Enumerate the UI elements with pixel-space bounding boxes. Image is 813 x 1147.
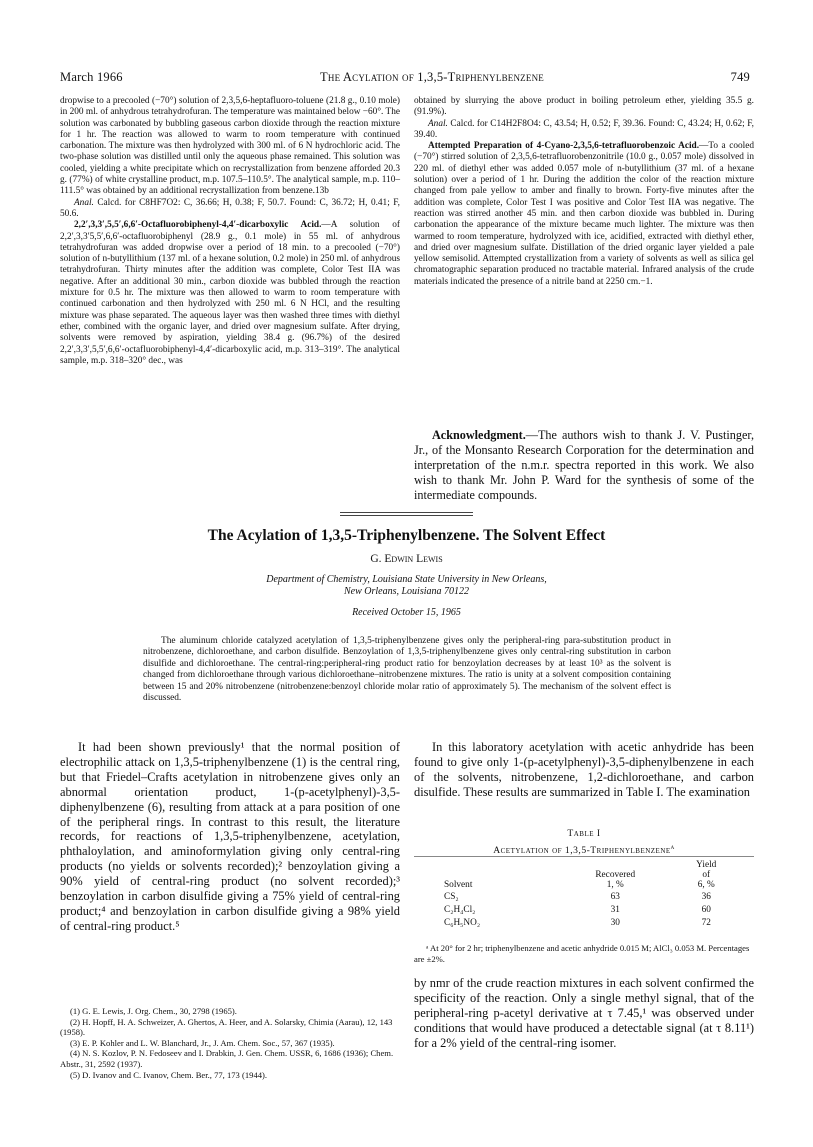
section-heading: Attempted Preparation of 4-Cyano-2,3,5,6-tetrafluorobenzoic Acid.	[428, 141, 700, 152]
acknowledgment-text: —The authors wish to thank J. V. Pustinger, Jr., of the Monsanto Research Corporation for the determination and interpretation of the n.m.r. spectra reported in this work. We also wish to thank Mr. John P. Ward for the synthesis of some of the intermediate compounds.	[414, 428, 754, 502]
table-header-cell: of	[702, 870, 711, 880]
prev-anal-2	[414, 119, 754, 142]
prev-paragraph-4	[414, 141, 754, 288]
table-cell: 60	[701, 905, 711, 915]
table-cell: 72	[701, 918, 711, 928]
table-cell: CS₂	[444, 892, 459, 902]
prev-paragraph-3: obtained by slurrying the above product in boiling petroleum ether, yielding 35.5 g. (91.9%).	[414, 96, 754, 118]
prev-article-left-column	[60, 96, 400, 367]
acknowledgment-label: Acknowledgment.	[432, 428, 526, 442]
anal-text: Calcd. for C8HF7O2: C, 36.66; H, 0.38; F, 50.7. Found: C, 36.72; H, 0.41; F, 50.6.	[60, 197, 400, 219]
table-footnote: ᵃ At 20° for 2 hr; triphenylbenzene and acetic anhydride 0.015 M; AlCl₃ 0.053 M. Percentages are ±2%.	[414, 943, 750, 964]
body-right-column-bottom	[414, 976, 754, 1051]
table-cell: 30	[610, 918, 620, 928]
footnote: (4) N. S. Kozlov, P. N. Fedoseev and I. Drabkin, J. Gen. Chem. USSR, 6, 1686 (1936); Chem. Abstr., 31, 2592 (1937).	[60, 1048, 394, 1069]
running-header-title: The Acylation of 1,3,5-Triphenylbenzene	[320, 70, 544, 84]
table-header-cell: Recovered	[595, 870, 636, 880]
table-header-cell	[558, 860, 672, 870]
anal-label: Anal.	[428, 118, 448, 129]
anal-text: Calcd. for C14H2F8O4: C, 43.54; H, 0.52; F, 39.36. Found: C, 43.24; H, 0.62; F, 39.40.	[414, 118, 754, 140]
footnote: (3) E. P. Kohler and L. W. Blanchard, Jr., J. Am. Chem. Soc., 57, 367 (1935).	[70, 1037, 335, 1048]
table-header-cell: 6, %	[697, 880, 715, 890]
table-cell: 63	[610, 892, 620, 902]
table-caption	[414, 843, 754, 856]
table-caption-text: Acetylation of 1,3,5-Triphenylbenzene	[493, 845, 671, 857]
table-cell: C₂H₄Cl₂	[444, 905, 476, 915]
running-header-date: March 1966	[60, 70, 123, 84]
table-header-cell: 1, %	[606, 880, 624, 890]
body-left-column	[60, 740, 400, 934]
table-header-cell: Yield	[696, 860, 717, 870]
body-paragraph-1: It had been shown previously¹ that the normal position of electrophilic attack on 1,3,5-triphenylbenzene (1) is the central ring, but that Friedel–Crafts acetylation in nitrobenzene gives only an abnormal orientation product, 1-(p-acetylphenyl)-3,5-diphenylbenzene (6), resulting from attack at a para position of one of the peripheral rings. In contrast to this result, the literature records, for reactions of 1,3,5-triphenylbenzene, acetylation, phthaloylation, and aminoformylation giving only central-ring products (no yields or solvents recorded);² benzoylation giving a 90% yield of central-ring product (no solvent recorded);³ benzoylation in carbon disulfide giving a 75% yield of central-ring product;⁴ and benzoylation in carbon disulfide giving a 98% yield of central-ring product.⁵	[60, 740, 400, 933]
received-date: Received October 15, 1965	[352, 607, 461, 618]
abstract: The aluminum chloride catalyzed acetylation of 1,3,5-triphenylbenzene gives only the peripheral-ring para-substitution product in nitrobenzene, dichloroethane, and carbon disulfide. Benzoylation of 1,3,5-triphenylbenzene gives only central-ring substitution in carbon disulfide and dichloroethane. The central-ring:peripheral-ring product ratio for benzoylation decreases by at least 10³ as the solvent is changed from dichloroethane through various dichloroethane–nitrobenzene mixtures. The ratio is unity at a solvent composition containing between 15 and 20% nitrobenzene (nitrobenzene:benzoyl chloride molar ratio of approximately 5). The mechanism of the solvent effect is discussed.	[143, 636, 671, 704]
affiliation-line-2: New Orleans, Louisiana 70122	[343, 586, 469, 597]
footnote: (2) H. Hopff, H. A. Schweizer, A. Ghertos, A. Heer, and A. Solarsky, Chimia (Aarau), 12, 143 (1958).	[60, 1016, 393, 1038]
acknowledgment	[414, 428, 754, 503]
table-1	[440, 860, 740, 930]
footnote: (1) G. E. Lewis, J. Org. Chem., 30, 2798 (1965).	[70, 1006, 237, 1016]
table-cell: 31	[610, 905, 620, 915]
table-top-rule	[414, 856, 754, 857]
table-cell: C₆H₅NO₂	[444, 918, 481, 928]
body-paragraph-3: by nmr of the crude reaction mixtures in each solvent confirmed the specificity of the reaction. Only a single methyl signal, that of the peripheral-ring p-acetyl derivative at τ 7.45,¹ was observed under conditions that would have produced a detectable signal (at τ 8.11¹) for a 2% yield of the central-ring isomer.	[414, 976, 754, 1050]
section-text: —A solution of 2,2′,3,3′5,5′,6,6′-octafluorobiphenyl (28.9 g., 0.1 mole) in 55 ml. of anhydrous tetrahydrofuran was added dropwise over a period of 18 min. to a precooled (−70°) solution of n-butyllithium (137 ml. of a hexane solution, 0.2 mole) in 250 ml. of anhydrous tetrahydrofuran. Thirty minutes after the addition was complete, Color Test IIA was negative. After an additional 30 min., carbon dioxide was bubbled through the reaction mixture for 0.5 hr. The mixture was then allowed to warm to room temperature with continued carbonation and then hydrolyzed with 250 ml. 6 N HCl, and the resulting mixture was phase separated. The aqueous layer was then washed three times with diethyl ether, combined with the organic layer, and dried over magnesium sulfate. After drying, solvents were removed by aspiration, yielding 38.4 g. (96.7%) of the desired 2,2′,3,3′,5,5′,6,6′-octafluorobiphenyl-4,4′-dicarboxylic acid, m.p. 313–319°. The analytical sample, m.p. 318–320° dec., was	[60, 220, 400, 366]
data-table	[440, 860, 740, 930]
table-caption-sup: a	[670, 843, 675, 851]
body-right-column-top	[414, 740, 754, 800]
section-heading: 2,2′,3,3′,5,5′,6,6′-Octafluorobiphenyl-4,4′-dicarboxylic Acid.	[74, 220, 322, 231]
affiliation-line-1: Department of Chemistry, Louisiana State University in New Orleans,	[266, 574, 547, 585]
body-paragraph-2: In this laboratory acetylation with acetic anhydride has been found to give only 1-(p-acetylphenyl)-3,5-diphenylbenzene in each of the solvents, nitrobenzene, 1,2-dichloroethane, and carbon disulfide. These results are summarized in Table I. The examination	[414, 740, 754, 799]
table-header-cell: Solvent	[444, 880, 473, 890]
prev-anal-1	[60, 198, 400, 221]
article-title: The Acylation of 1,3,5-Triphenylbenzene. The Solvent Effect	[207, 527, 606, 544]
prev-paragraph-2	[60, 220, 400, 367]
section-text: —To a cooled (−70°) stirred solution of 2,3,5,6-tetrafluorobenzonitrile (10.0 g., 0.057 mole) dissolved in 220 ml. of diethyl ether was added 0.057 mole of n-butyllithium (37 ml. of a hexane solution) over a period of 1 hr. During the addition the color of the reaction mixture changed from pale yellow to amber and finally to brown. Forty-five minutes after the addition was complete, Color Test I was positive and Color Test IIA was negative. The reaction was stirred another 45 min. and then carbon dioxide was bubbled in. During carbonation the appearance of the mixture became much lighter. The mixture was then warmed to room temperature, hydrolyzed with ice, acidified, extracted with diethyl ether, and dried over magnesium sulfate. Distillation of the dried organic layer yielded a pale yellow semisolid. Attempted crystallization from a variety of solvents as well as silica gel chromatographic separation produced no tractable material. Infrared analysis of the crude materials indicated the presence of a nitrile band at 2250 cm.−1.	[414, 141, 755, 287]
article-author: G. Edwin Lewis	[370, 553, 443, 565]
table-header-cell	[440, 870, 558, 880]
page-number: 749	[730, 70, 750, 84]
footnotes	[60, 1006, 400, 1080]
separator-rule	[340, 512, 473, 513]
table-label: Table I	[567, 828, 601, 839]
table-header-cell	[440, 860, 558, 870]
separator-rule	[340, 515, 473, 516]
table-cell: 36	[701, 892, 711, 902]
anal-label: Anal.	[74, 197, 94, 208]
prev-paragraph-1: dropwise to a precooled (−70°) solution of 2,3,5,6-heptafluoro-toluene (21.8 g., 0.10 mole) in 200 ml. of anhydrous tetrahydrofuran. The temperature was maintained below −60°. The solution was carbonated by bubbling gaseous carbon dioxide through the reaction mixture for 1 hr. The reaction was allowed to warm to room temperature with continued carbonation. The mixture was then hydrolyzed with 300 ml. of 6 N hydrochloric acid. The two-phase solution was distilled until only the aqueous phase remained. This solution was cooled, yielding a white precipitate which on recrystallization from benzene afforded 20.3 g. (77%) of white crystalline product, m.p. 107.5–110.5°. The analytical sample, m.p. 110–111.5° was obtained by an additional recrystallization from benzene.13b	[60, 96, 400, 197]
footnote: (5) D. Ivanov and C. Ivanov, Chem. Ber., 77, 173 (1944).	[70, 1069, 268, 1080]
prev-article-right-column	[414, 96, 754, 288]
